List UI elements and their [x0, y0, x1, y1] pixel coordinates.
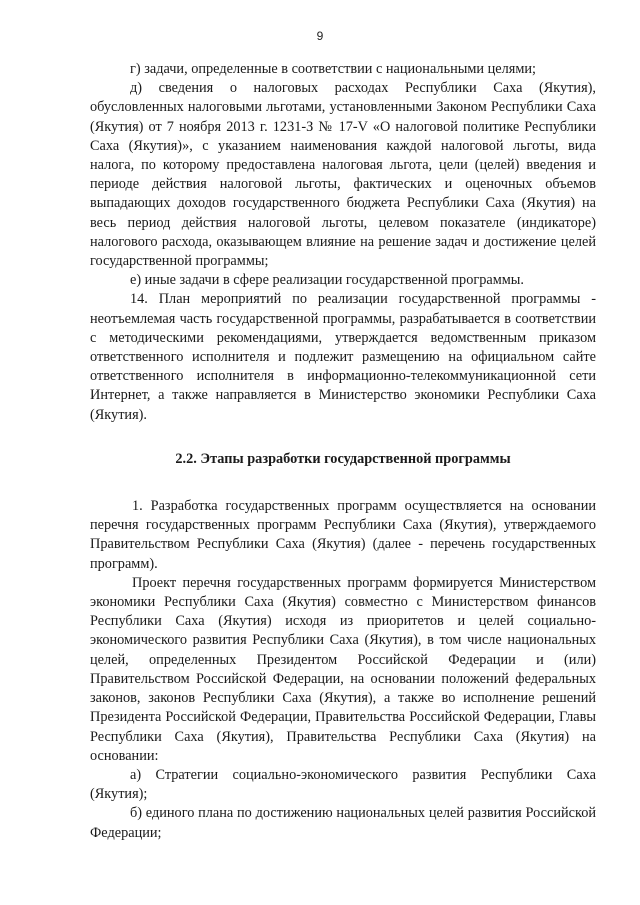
section-heading: 2.2. Этапы разработки государственной программы [175, 450, 511, 467]
paragraph-item-b: б) единого плана по достижению национальных целей развития Российской Федерации; [90, 805, 596, 841]
page-number: 9 [316, 29, 324, 43]
paragraph-item-d: д) сведения о налоговых расходах Республики Саха (Якутия), обусловленных налоговыми льготами, установленными Законом Республики Саха (Якутия) от 7 ноября 2013 г. 1231-З № 17-V «О налоговой политике Республики Саха (Якутия)», с указанием наименования каждой налоговой льготы, вида налога, по которому предоставлена налоговая льгота, цели (целей) введения и периоде действия налоговой льготы, фактических и оценочных объемов выпадающих доходов государственного бюджета Республики Саха (Якутия) на весь период действия налоговой льготы, целевом показателе (индикаторе) налогового расхода, оказывающем влияние на решение задач и достижение целей государственной программы; [90, 80, 596, 270]
paragraph-draft-list: Проект перечня государственных программ формируется Министерством экономики Республики Саха (Якутия) совместно с Министерством финансов Республики Саха (Якутия) исходя из приоритетов и целей социально-экономического развития Республики Саха (Якутия), в том числе национальных целей, определенных Президентом Российской Федерации и (или) Правительством Российской Федерации, на основании положений федеральных законов, законов Республики Саха (Якутия), а также во исполнение решений Президента Российской Федерации, Правительства Российской Федерации, Главы Республики Саха (Якутия), Правительства Республики Саха (Якутия) на основании: [90, 574, 596, 764]
paragraph-clause-1: 1. Разработка государственных программ осуществляется на основании перечня государственных программ Республики Саха (Якутия), утверждаемого Правительством Республики Саха (Якутия) (далее - перечень государственных программ). [90, 498, 596, 572]
paragraph-item-g: г) задачи, определенные в соответствии с национальными целями; [130, 61, 536, 77]
document-body [90, 60, 596, 843]
paragraph-item-e: е) иные задачи в сфере реализации государственной программы. [130, 272, 524, 289]
paragraph-item-a: а) Стратегии социально-экономического развития Республики Саха (Якутия); [90, 766, 596, 803]
paragraph-clause-14: 14. План мероприятий по реализации государственной программы - неотъемлемая часть государственной программы, разрабатывается в соответствии с методическими рекомендациями, утверждается ведомственным приказом ответственного исполнителя и подлежит размещению на официальном сайте ответственного исполнителя в информационно-телекоммуникационной сети Интернет, а также направляется в Министерство экономики Республики Саха (Якутия). [90, 291, 596, 423]
